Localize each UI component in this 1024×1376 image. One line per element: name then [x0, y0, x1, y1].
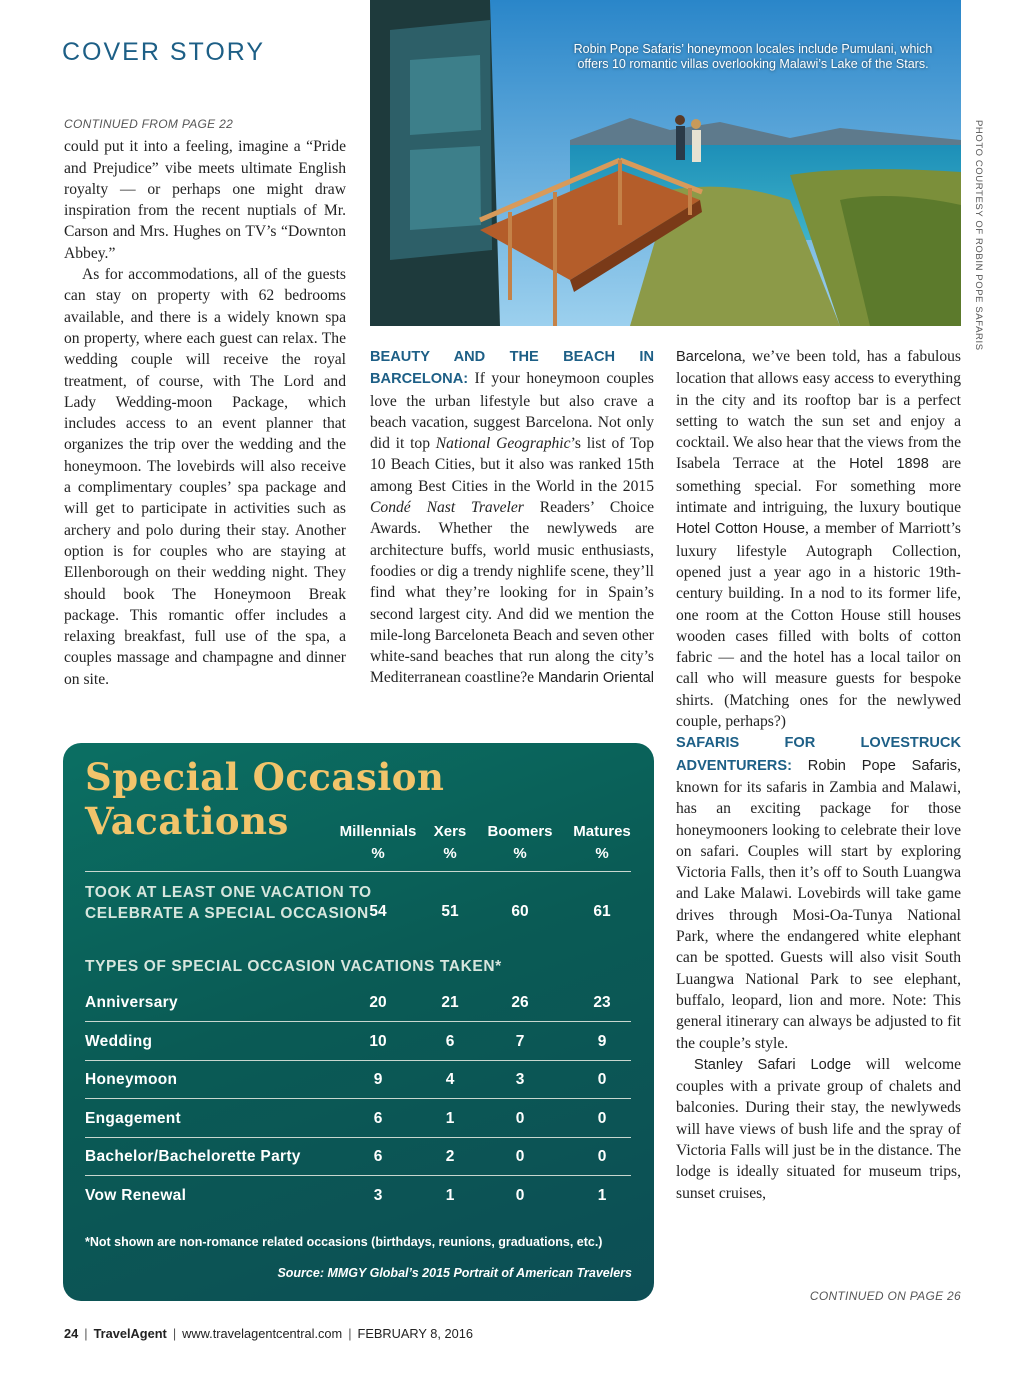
row-label-took: TOOK AT LEAST ONE VACATION TO CELEBRATE A SPECIAL OCCASION — [85, 884, 372, 922]
page-footer: 24 | TravelAgent | www.travelagentcentral.com | FEBRUARY 8, 2016 — [64, 1326, 473, 1341]
paragraph: Barcelona, we’ve been told, has a fabulous location that allows easy access to everything in the city and its rooftop bar is a perfect setting to watch the sun set and enjoy a cocktail. We also hear that the views from the Isabela Terrace at the Hotel 1898 are something special. For something more intimate and intriguing, the luxury boutique Hotel Cotton House, a member of Marriott’s luxury lifestyle Autograph Collection, opened just a year ago in a historic 19th-century building. In a nod to its former life, one room at the Cotton House still houses wooden cases filled with bolts of cotton fabric — and the hotel has a local tailor on call who will measure guests for bespoke shirts. (Matching ones for the newlywed couple, perhaps?) — [676, 348, 962, 731]
table-cell: 9 — [597, 1032, 607, 1050]
hotel-name: Hotel 1898 — [849, 456, 929, 473]
table-cell: 0 — [515, 1187, 525, 1204]
issue-date: FEBRUARY 8, 2016 — [357, 1326, 473, 1341]
table-cell: 1 — [445, 1109, 455, 1127]
table-cell: 20 — [369, 994, 387, 1011]
table-footnote: *Not shown are non-romance related occasions (birthdays, reunions, graduations, etc.) — [85, 1235, 603, 1249]
divider — [85, 1098, 631, 1099]
article-column-1 — [64, 114, 346, 690]
table-cell: 6 — [373, 1109, 383, 1127]
row-label: Engagement — [85, 1109, 182, 1127]
section-label-types: TYPES OF SPECIAL OCCASION VACATIONS TAKEN* — [85, 958, 502, 975]
section-title: COVER STORY — [62, 38, 266, 66]
table-cell: 0 — [597, 1071, 607, 1089]
table-cell: 61 — [593, 903, 611, 920]
table-cell: 54 — [369, 903, 387, 920]
paragraph: Stanley Safari Lodge will welcome couples with a private group of chalets and balconies. During their stay, the newlyweds will have views of bush life and the spray of Victoria Falls will just be in the distance. The lodge is ideally situated for museum trips, sunset cruises, — [676, 1055, 961, 1202]
paragraph: As for accommodations, all of the guests can stay on property with 62 bedrooms available, and there is a widely known spa on property, where each guest can relax. The wedding couple will receive the royal treatment, of course, with The Lord and Lady Wedding-moon Package, which includes access to an event planner that organizes the trip over the wedding and the honeymoon. The lovebirds will also receive a complimentary couples’ spa package and will get to participate in activities such as archery and polo during their stay. Another option is for couples who are staying at Ellenborough on their wedding night. They should book The Honeymoon Break package. This romantic offer includes a relaxing breakfast, full use of the spa, a couples massage and champagne and dinner on site. — [64, 266, 346, 688]
table-source: Source: MMGY Global’s 2015 Portrait of American Travelers — [277, 1266, 632, 1280]
row-label: Bachelor/Bachelorette Party — [85, 1148, 301, 1166]
table-title: Special Occasion Vacations — [85, 755, 445, 843]
column-header: Matures % — [573, 823, 631, 862]
row-label: Honeymoon — [85, 1071, 178, 1089]
table-cell: 26 — [511, 994, 529, 1011]
table-cell: 0 — [515, 1148, 525, 1166]
continued-from: CONTINUED FROM PAGE 22 — [64, 117, 234, 131]
table-cell: 3 — [373, 1187, 383, 1204]
paragraph: SAFARIS FOR LOVESTRUCK ADVENTURERS: Robin Pope Safaris, known for its safaris in Zambia and Malawi, has an exciting package for those honeymooners looking to celebrate their love on safari. Couples will start by exploring Victoria Falls, then it’s off to South Luangwa and Lake Malawi. Lovebirds will take game drives through Mosi-Oa-Tunya National Park, where the endangered white elephant can be spotted. Guests will also visit South Luangwa National Park to see elephant, buffalo, leopard, lion and more. Note: This general itinerary can always be adjusted to fit the couple’s style. — [676, 735, 961, 1052]
photo-credit: PHOTO COURTESY OF ROBIN POPE SAFARIS — [973, 120, 984, 351]
row-label: Anniversary — [85, 994, 178, 1011]
paragraph: BEAUTY AND THE BEACH IN BARCELONA: If your honeymoon couples love the urban lifestyle but also crave a beach vacation, suggest Barcelona. Not only did it top National Geographic’s list of Top 10 Beach Cities, but it also was ranked 15th among Best Cities in the World in the 2015 Condé Nast Traveler Readers’ Choice Awards. Whether the newlyweds are architecture buffs, world music enthusiasts, foodies or dig a trendy nighlife scene, they’ll find what they’re looking for in Spain’s second largest city. And did we mention the mile-long Barceloneta Beach and seven other white-sand beaches that run along the city’s Mediterranean coastline?e Mandarin Oriental — [370, 349, 655, 687]
table-cell: 23 — [593, 994, 611, 1011]
row-label: Wedding — [85, 1032, 153, 1050]
magazine-name: TravelAgent — [93, 1326, 167, 1341]
table-cell: 10 — [369, 1032, 387, 1050]
article-column-3 — [676, 346, 961, 1204]
table-cell: 6 — [445, 1032, 455, 1050]
table-cell: 6 — [373, 1148, 383, 1166]
table-cell: 51 — [441, 903, 459, 920]
table-cell: 2 — [445, 1148, 455, 1166]
table-cell: 0 — [597, 1148, 607, 1166]
table-cell: 0 — [515, 1109, 525, 1127]
row-label: Vow Renewal — [85, 1187, 187, 1204]
divider — [85, 1137, 631, 1138]
continued-on: CONTINUED ON PAGE 26 — [809, 1289, 961, 1303]
table-cell: 3 — [515, 1071, 525, 1089]
lake-photo — [370, 0, 961, 326]
divider — [85, 871, 631, 872]
column-header: Millennials % — [339, 823, 417, 862]
special-occasion-table — [63, 743, 654, 1301]
subhead-barcelona: BEAUTY AND THE BEACH IN BARCELONA: — [370, 349, 654, 388]
subhead-safaris: SAFARIS FOR LOVESTRUCK ADVENTURERS: — [676, 735, 961, 774]
photo-caption: Robin Pope Safaris’ honeymoon locales include Pumulani, which offers 10 romantic villas overlooking Malawi’s Lake of the Stars. — [573, 42, 933, 71]
table-cell: 1 — [445, 1187, 455, 1204]
divider — [85, 1021, 631, 1022]
article-column-2 — [370, 346, 654, 690]
paragraph: could put it into a feeling, imagine a “Pride and Prejudice” vibe meets ultimate English royalty — or perhaps one might draw inspiration from the recent nuptials of Mr. Carson and Mrs. Hughes on TV’s “Downton Abbey.” — [64, 138, 346, 262]
table-cell: 9 — [373, 1071, 383, 1089]
table-cell: 1 — [597, 1187, 607, 1204]
divider — [85, 1060, 631, 1061]
website-url: www.travelagentcentral.com — [182, 1326, 343, 1341]
table-cell: 60 — [511, 903, 529, 920]
page-number: 24 — [64, 1326, 79, 1341]
column-header: Xers % — [433, 823, 467, 862]
hotel-name: Mandarin Oriental — [537, 670, 654, 687]
divider — [85, 1175, 631, 1176]
table-cell: 7 — [515, 1032, 525, 1050]
column-header: Boomers % — [487, 823, 553, 862]
table-cell: 4 — [445, 1071, 455, 1089]
hotel-name: Hotel Cotton House — [676, 521, 805, 538]
table-cell: 21 — [441, 994, 459, 1011]
table-cell: 0 — [597, 1109, 607, 1127]
